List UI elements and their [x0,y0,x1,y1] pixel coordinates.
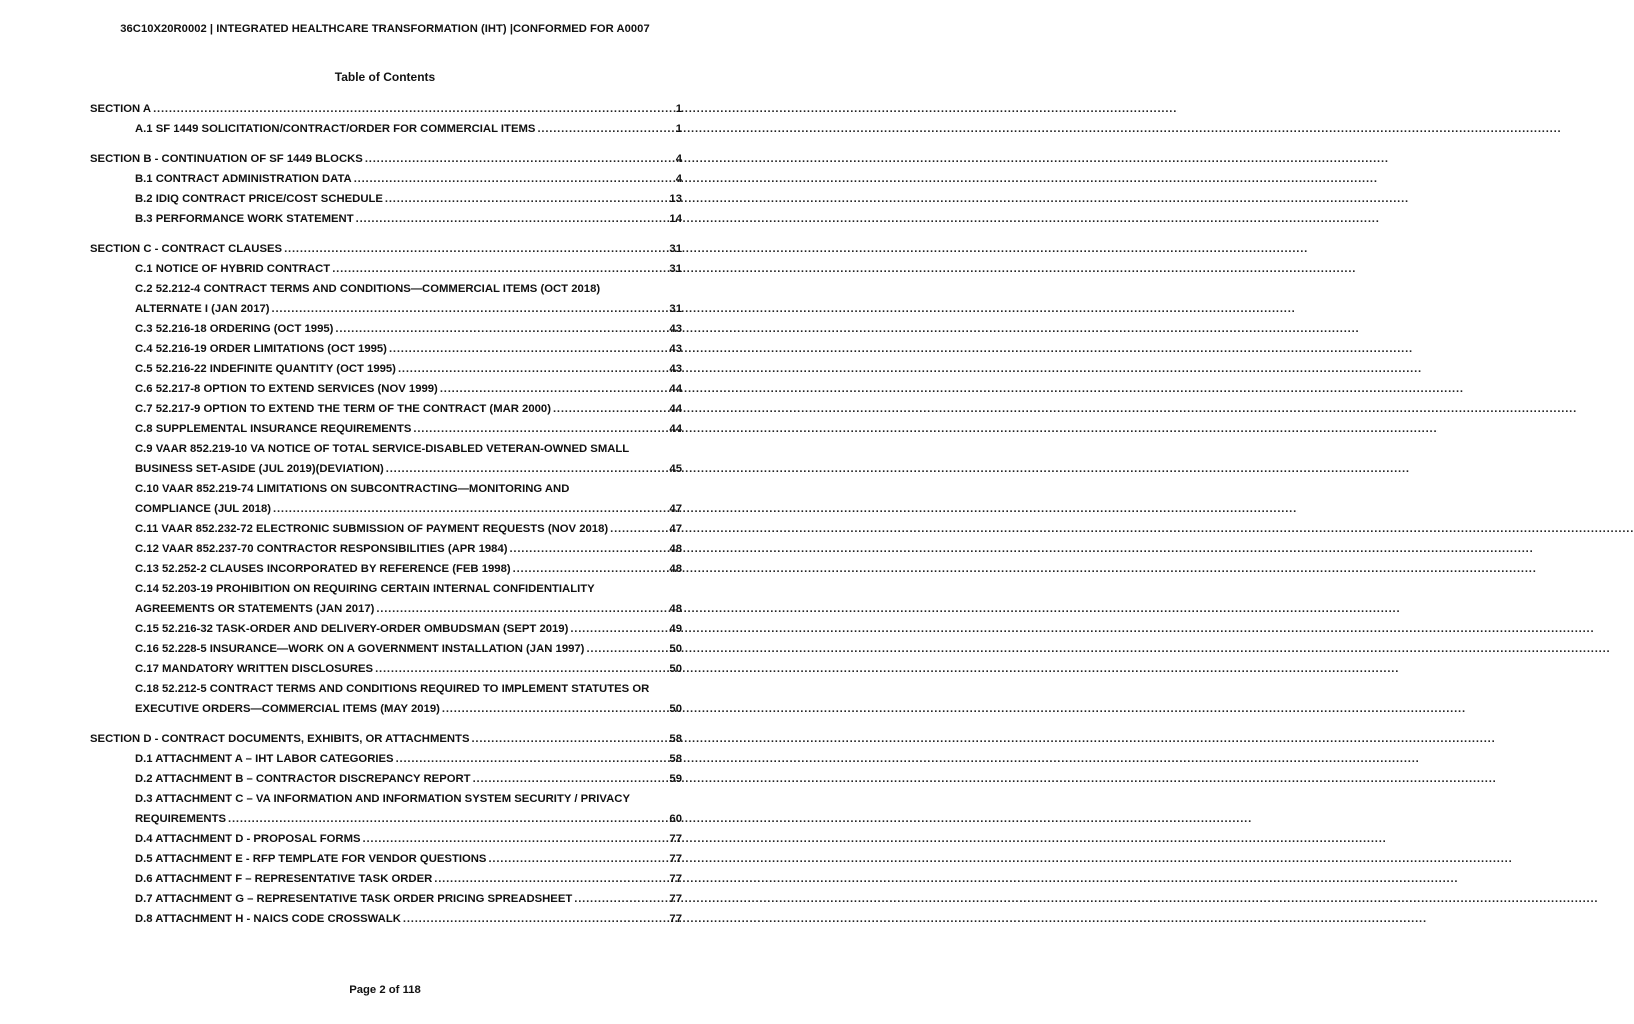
toc-entry[interactable] [90,479,682,499]
toc-leader-dots [413,419,667,439]
toc-entry[interactable] [90,539,682,559]
toc-entry-text: C.17 MANDATORY WRITTEN DISCLOSURES [135,663,374,675]
toc-entry[interactable] [90,869,682,889]
toc-entry-text: C.5 52.216-22 INDEFINITE QUANTITY (OCT 1995) [135,363,396,375]
toc-leader-dots [398,359,667,379]
toc-entry-text: SECTION D - CONTRACT DOCUMENTS, EXHIBITS, OR ATTACHMENTS [90,733,470,745]
toc-page-number: 31 [669,243,682,255]
toc-entry-text: D.5 ATTACHMENT E - RFP TEMPLATE FOR VENDOR QUESTIONS [135,853,487,865]
toc-entry-text: D.4 ATTACHMENT D - PROPOSAL FORMS [135,833,361,845]
toc-page-number: 77 [669,853,682,865]
toc-entry-text: C.4 52.216-19 ORDER LIMITATIONS (OCT 1995) [135,343,387,355]
toc-entry-text: BUSINESS SET-ASIDE (JUL 2019)(DEVIATION) [135,463,384,475]
toc-page-number: 1 [675,123,682,135]
toc-page-number: 60 [669,813,682,825]
toc-entry[interactable] [90,909,682,929]
toc-entry-text: C.18 52.212-5 CONTRACT TERMS AND CONDITIONS REQUIRED TO IMPLEMENT STATUTES OR [135,683,650,695]
toc-leader-dots [440,379,668,399]
toc-leader-dots [488,849,667,869]
toc-entry[interactable] [90,319,682,339]
toc-entry[interactable] [90,339,682,359]
toc-entry-text: ALTERNATE I (JAN 2017) [135,303,270,315]
toc-entry[interactable] [90,579,682,599]
toc-entry[interactable] [90,659,682,679]
toc-entry[interactable] [90,119,682,139]
toc-entry-text: B.1 CONTRACT ADMINISTRATION DATA [135,173,352,185]
toc-entry-text: D.2 ATTACHMENT B – CONTRACTOR DISCREPANCY REPORT [135,773,471,785]
toc-entry[interactable] [90,149,682,169]
toc-entry[interactable] [90,169,682,189]
toc-entry-text: D.3 ATTACHMENT C – VA INFORMATION AND INFORMATION SYSTEM SECURITY / PRIVACY [135,793,630,805]
toc-entry-text: C.2 52.212-4 CONTRACT TERMS AND CONDITIONS—COMMERCIAL ITEMS (OCT 2018) [135,283,601,295]
toc-entry[interactable] [90,379,682,399]
toc-page-number: 31 [669,263,682,275]
toc-entry-text: C.14 52.203-19 PROHIBITION ON REQUIRING CERTAIN INTERNAL CONFIDENTIALITY [135,583,595,595]
toc-entry-text: B.2 IDIQ CONTRACT PRICE/COST SCHEDULE [135,193,383,205]
toc-leader-dots [376,599,667,619]
toc-entry[interactable] [90,239,682,259]
toc-entry-text: D.8 ATTACHMENT H - NAICS CODE CROSSWALK [135,913,401,925]
toc-entry-text: C.15 52.216-32 TASK-ORDER AND DELIVERY-ORDER OMBUDSMAN (SEPT 2019) [135,623,569,635]
toc-entry[interactable] [90,99,682,119]
toc-leader-dots [553,399,667,419]
toc-entry-text: C.11 VAAR 852.232-72 ELECTRONIC SUBMISSION OF PAYMENT REQUESTS (NOV 2018) [135,523,609,535]
toc-entry[interactable] [90,209,682,229]
toc-page-number: 47 [669,523,682,535]
toc-entry[interactable] [90,889,682,909]
toc-entry-text: D.7 ATTACHMENT G – REPRESENTATIVE TASK ORDER PRICING SPREADSHEET [135,893,573,905]
toc-page-number: 13 [669,193,682,205]
toc-entry-text: SECTION C - CONTRACT CLAUSES [90,243,283,255]
toc-entry[interactable] [90,419,682,439]
toc-leader-dots [537,119,673,139]
toc-entry-text: COMPLIANCE (JUL 2018) [135,503,272,515]
toc-page-number: 77 [669,893,682,905]
toc-page-number: 4 [675,173,682,185]
toc-leader-dots [284,239,667,259]
toc-leader-dots [434,869,667,889]
toc-entry[interactable] [90,399,682,419]
toc-entry-text: C.3 52.216-18 ORDERING (OCT 1995) [135,323,334,335]
table-of-contents [90,99,682,929]
toc-leader-dots [363,829,668,849]
toc-page-number: 77 [669,873,682,885]
toc-entry-text: C.12 VAAR 852.237-70 CONTRACTOR RESPONSIBILITIES (APR 1984) [135,543,508,555]
toc-entry-text: C.16 52.228-5 INSURANCE—WORK ON A GOVERNMENT INSTALLATION (JAN 1997) [135,643,585,655]
toc-page-number: 14 [669,213,682,225]
toc-page-number: 43 [669,323,682,335]
toc-entry-text: B.3 PERFORMANCE WORK STATEMENT [135,213,354,225]
toc-entry[interactable] [90,829,682,849]
toc-entry[interactable] [90,769,682,789]
toc-page-number: 45 [669,463,682,475]
toc-entry[interactable] [90,619,682,639]
toc-leader-dots [153,99,674,119]
toc-page-number: 44 [669,423,682,435]
toc-leader-dots [574,889,667,909]
toc-entry[interactable] [90,849,682,869]
toc-page-number: 59 [669,773,682,785]
toc-page-number: 43 [669,343,682,355]
toc-entry-text: EXECUTIVE ORDERS—COMMERCIAL ITEMS (MAY 2019) [135,703,440,715]
toc-entry-text: C.6 52.217-8 OPTION TO EXTEND SERVICES (NOV 1999) [135,383,438,395]
toc-entry[interactable] [90,439,682,459]
toc-leader-dots [396,749,668,769]
toc-leader-dots [386,459,668,479]
toc-page-number: 48 [669,543,682,555]
toc-entry-text: C.8 SUPPLEMENTAL INSURANCE REQUIREMENTS [135,423,412,435]
toc-leader-dots [442,699,668,719]
toc-leader-dots [385,189,668,209]
toc-page-number: 49 [669,623,682,635]
toc-entry[interactable] [90,259,682,279]
toc-entry-text: D.6 ATTACHMENT F – REPRESENTATIVE TASK ORDER [135,873,433,885]
toc-page-number: 44 [669,403,682,415]
toc-entry[interactable] [90,599,682,619]
toc-entry[interactable] [90,189,682,209]
toc-entry[interactable] [90,789,682,809]
toc-leader-dots [273,499,667,519]
toc-entry-text: C.7 52.217-9 OPTION TO EXTEND THE TERM OF THE CONTRACT (MAR 2000) [135,403,551,415]
toc-leader-dots [513,559,668,579]
toc-entry-text: C.10 VAAR 852.219-74 LIMITATIONS ON SUBCONTRACTING—MONITORING AND [135,483,570,495]
toc-entry-text: SECTION A [90,103,152,115]
toc-entry-text: C.1 NOTICE OF HYBRID CONTRACT [135,263,331,275]
toc-page-number: 77 [669,833,682,845]
toc-leader-dots [332,259,667,279]
toc-leader-dots [354,169,674,189]
toc-leader-dots [389,339,667,359]
toc-entry[interactable] [90,459,682,479]
toc-entry-text: SECTION B - CONTINUATION OF SF 1449 BLOCKS [90,153,363,165]
toc-entry[interactable] [90,559,682,579]
toc-entry[interactable] [90,679,682,699]
toc-page-number: 50 [669,703,682,715]
toc-leader-dots [610,519,667,539]
toc-page-number: 4 [675,153,682,165]
toc-page-number: 44 [669,383,682,395]
toc-entry-text: C.13 52.252-2 CLAUSES INCORPORATED BY REFERENCE (FEB 1998) [135,563,511,575]
toc-title: Table of Contents [334,70,436,84]
toc-leader-dots [570,619,667,639]
toc-page-number: 58 [669,753,682,765]
toc-leader-dots [403,909,668,929]
toc-entry-text: A.1 SF 1449 SOLICITATION/CONTRACT/ORDER FOR COMMERCIAL ITEMS [135,123,536,135]
page-footer: Page 2 of 118 [349,984,421,996]
toc-page-number: 50 [669,663,682,675]
toc-leader-dots [228,809,667,829]
toc-entry[interactable] [90,359,682,379]
toc-leader-dots [586,639,667,659]
toc-page-number: 1 [675,103,682,115]
toc-leader-dots [335,319,667,339]
toc-leader-dots [473,769,668,789]
document-header: 36C10X20R0002 | INTEGRATED HEALTHCARE TRANSFORMATION (IHT) |CONFORMED FOR A0007 [120,23,650,35]
toc-page-number: 43 [669,363,682,375]
toc-page-number: 58 [669,733,682,745]
toc-leader-dots [272,299,668,319]
toc-page-number: 50 [669,643,682,655]
toc-entry[interactable] [90,499,682,519]
toc-entry-text: D.1 ATTACHMENT A – IHT LABOR CATEGORIES [135,753,394,765]
toc-entry-text: C.9 VAAR 852.219-10 VA NOTICE OF TOTAL SERVICE-DISABLED VETERAN-OWNED SMALL [135,443,630,455]
toc-entry[interactable] [90,279,682,299]
toc-entry-text: REQUIREMENTS [135,813,227,825]
toc-entry[interactable] [90,639,682,659]
toc-page-number: 31 [669,303,682,315]
toc-page-number: 77 [669,913,682,925]
toc-leader-dots [356,209,668,229]
toc-entry-text: AGREEMENTS OR STATEMENTS (JAN 2017) [135,603,375,615]
toc-entry[interactable] [90,809,682,829]
toc-entry[interactable] [90,519,682,539]
toc-entry[interactable] [90,729,682,749]
toc-page-number: 48 [669,603,682,615]
toc-leader-dots [375,659,667,679]
toc-entry[interactable] [90,699,682,719]
toc-page-number: 47 [669,503,682,515]
toc-entry[interactable] [90,749,682,769]
toc-leader-dots [471,729,667,749]
toc-entry[interactable] [90,299,682,319]
toc-leader-dots [365,149,674,169]
toc-leader-dots [509,539,667,559]
toc-page-number: 48 [669,563,682,575]
